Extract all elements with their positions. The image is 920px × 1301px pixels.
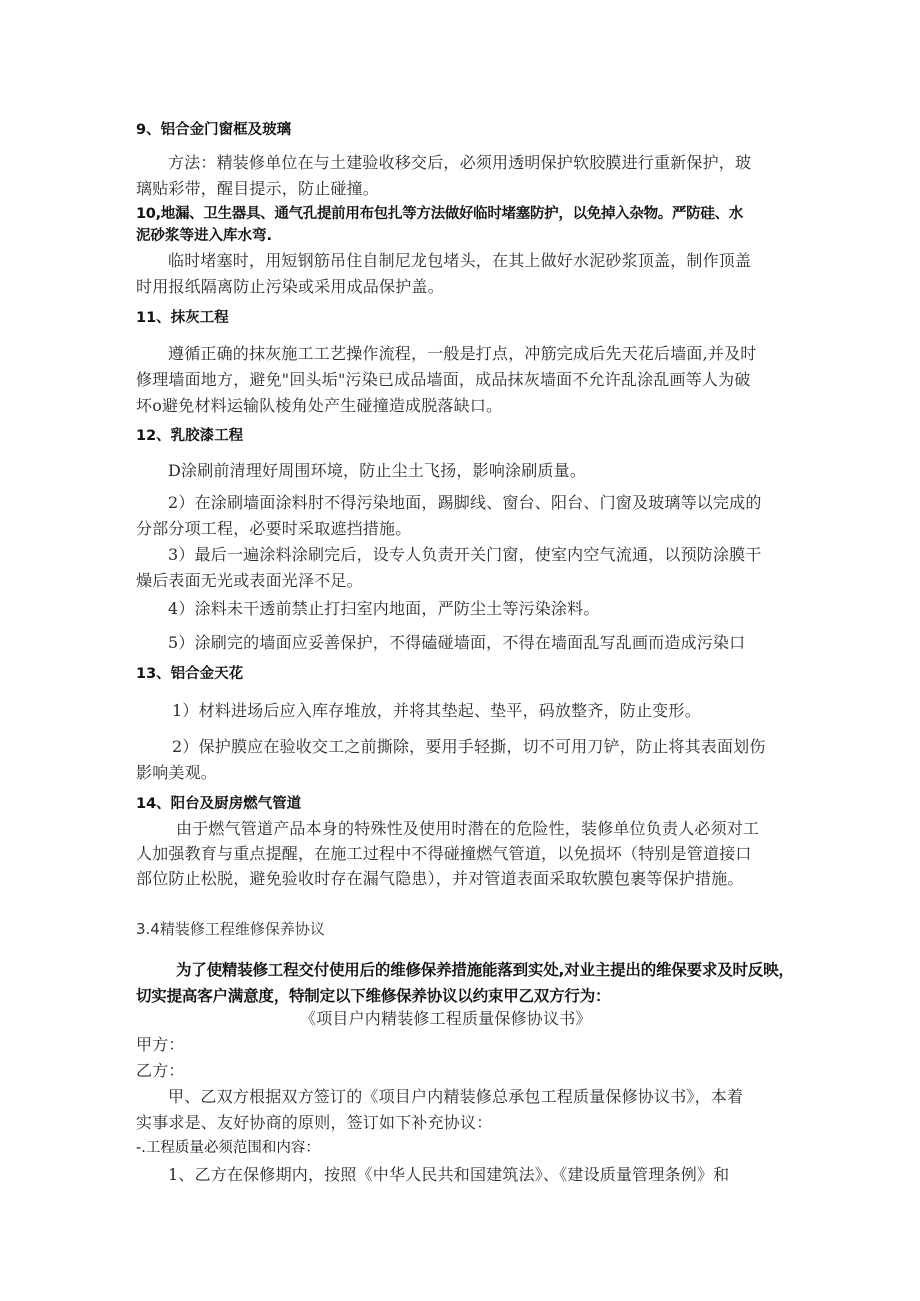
section-9-paragraph-line-1: 方法：精装修单位在与土建验收移交后，必须用透明保护软胶膜进行重新保护，玻 xyxy=(168,153,752,172)
section-11-paragraph-line-3: 坏o避免材料运输队棱角处产生碰撞造成脱落缺口。 xyxy=(136,396,503,415)
section-10-paragraph-line-2: 时用报纸隔离防止污染或采用成品保护盖。 xyxy=(136,277,444,296)
section-12-item-2-line-1: 2）在涂刷墙面涂料肘不得污染地面，踢脚线、窗台、阳台、门窗及玻璃等以完成的 xyxy=(168,493,762,512)
section-11-paragraph-line-2: 修理墙面地方，避免"回头垢"污染已成品墙面，成品抹灰墙面不允许乱涂乱画等人为破 xyxy=(136,370,751,389)
section-12-item-4: 4）涂料未干透前禁止打扫室内地面，严防尘土等污染涂料。 xyxy=(168,599,600,618)
section-14-paragraph-line-3: 部位防止松脱，避免验收时存在漏气隐患），并对管道表面采取软膜包裹等保护措施。 xyxy=(136,869,744,888)
section-3-4-subheading: -.工程质量必须范围和内容： xyxy=(136,1140,320,1156)
section-12-item-3-line-2: 燥后表面无光或表面光泽不足。 xyxy=(136,571,363,590)
section-11-paragraph-line-1: 遵循正确的抹灰施工工艺操作流程，一般是打点，冲筋完成后先天花后墙面,并及时 xyxy=(168,344,757,363)
section-14-paragraph-line-1: 由于燃气管道产品本身的特殊性及使用时潜在的危险性，装修单位负责人必须对工 xyxy=(176,819,760,838)
section-13-item-2-line-2: 影响美观。 xyxy=(136,763,218,782)
section-3-4-paragraph-line-1: 甲、乙双方根据双方签订的《项目户内精装修总承包工程质量保修协议书》，本着 xyxy=(168,1087,744,1106)
section-9-heading: 9、铝合金门窗框及玻璃 xyxy=(136,122,292,138)
section-12-heading: 12、乳胶漆工程 xyxy=(136,428,244,444)
section-14-heading: 14、阳台及厨房燃气管道 xyxy=(136,796,302,812)
section-3-4-paragraph-line-2: 实事求是、友好协商的原则，签订如下补充协议： xyxy=(136,1113,493,1132)
section-10-heading-line-2: 泥砂浆等进入库水弯. xyxy=(136,228,273,244)
section-13-item-2-line-1: 2）保护膜应在验收交工之前撕除，要用手轻撕，切不可用刀铲，防止将其表面划伤 xyxy=(172,737,766,756)
section-9-paragraph-line-2: 璃贴彩带，醒目提示，防止碰撞。 xyxy=(136,179,380,198)
section-13-item-1: 1）材料进场后应入库存堆放，并将其垫起、垫平，码放整齐，防止变形。 xyxy=(172,701,701,720)
section-12-item-3-line-1: 3）最后一遍涂料涂刷完后，设专人负责开关门窗，使室内空气流通，以预防涂膜干 xyxy=(168,545,762,564)
section-12-item-5: 5）涂刷完的墙面应妥善保护，不得磕碰墙面，不得在墙面乱写乱画而造成污染口 xyxy=(168,633,746,652)
section-13-heading: 13、铝合金天花 xyxy=(136,666,244,682)
party-b-label: 乙方： xyxy=(136,1061,185,1080)
section-10-heading-line-1: 10,地漏、卫生器具、通气孔提前用布包扎等方法做好临时堵塞防护，以免掉入杂物。严防硅、水 xyxy=(136,206,743,222)
section-12-item-1: D涂刷前清理好周围环境，防止尘土飞扬，影响涂刷质量。 xyxy=(168,461,587,480)
section-3-4-intro-line-1: 为了使精装修工程交付使用后的维修保养措施能落到实处,对业主提出的维保要求及时反映， xyxy=(176,961,794,979)
section-3-4-intro-line-2: 切实提高客户满意度，特制定以下维修保养协议以约束甲乙双方行为： xyxy=(136,987,611,1005)
section-3-4-item-1: 1、乙方在保修期内，按照《中华人民共和国建筑法》、《建设质量管理条例》和 xyxy=(168,1165,730,1184)
section-12-item-2-line-2: 分部分项工程，必要时采取遮挡措施。 xyxy=(136,519,412,538)
section-11-heading: 11、抹灰工程 xyxy=(136,310,229,326)
party-a-label: 甲方： xyxy=(136,1035,185,1054)
section-3-4-heading: 3.4精装修工程维修保养协议 xyxy=(136,920,325,938)
agreement-document-title: 《项目户内精装修工程质量保修协议书》 xyxy=(300,1009,592,1028)
section-14-paragraph-line-2: 人加强教育与重点提醒，在施工过程中不得碰撞燃气管道，以免损坏（特别是管道接口 xyxy=(136,844,752,863)
section-10-paragraph-line-1: 临时堵塞时，用短钢筋吊住自制尼龙包堵头，在其上做好水泥砂浆顶盖，制作顶盖 xyxy=(168,251,752,270)
